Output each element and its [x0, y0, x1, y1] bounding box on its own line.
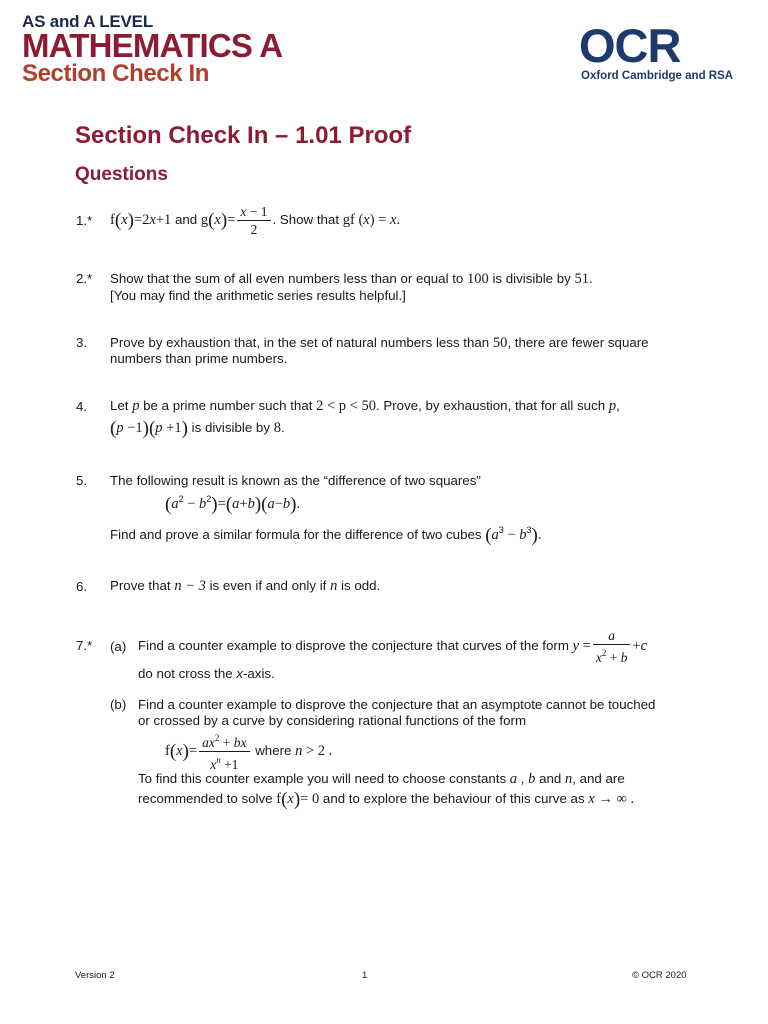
question-number: 1.* — [76, 213, 93, 228]
question-7b-text-line5: recommended to solve f(x)= 0 and to explore the behaviour of this curve as x → ∞ . — [138, 789, 635, 810]
question-4-text-line2: (p −1)(p +1) is divisible by 8. — [110, 418, 285, 439]
footer-version: Version 2 — [75, 970, 115, 981]
question-number: 4. — [76, 399, 88, 414]
question-3-text-line2: numbers than prime numbers. — [110, 351, 288, 366]
header-subject: MATHEMATICS A — [22, 27, 283, 64]
question-5-text-line2: Find and prove a similar formula for the difference of two cubes $(a^3 - b^3)$. — [110, 525, 542, 546]
footer-copyright: © OCR 2020 — [632, 970, 687, 981]
question-number: 3. — [76, 335, 88, 350]
question-7b-text: Find a counter example to disprove the conjecture that an asymptote cannot be touched — [138, 697, 656, 712]
difference-of-squares-formula: $(a^2 - b^2)=(a+b)(a-b)$. — [165, 494, 301, 515]
question-number: 5. — [76, 473, 88, 488]
ocr-logo: OCR — [579, 19, 681, 72]
ocr-logo-subtitle: Oxford Cambridge and RSA — [581, 70, 734, 82]
questions-heading: Questions — [75, 164, 168, 185]
question-7b-text-line2: or crossed by a curve by considering rational functions of the form — [138, 713, 527, 728]
part-label: (a) — [110, 639, 127, 654]
question-7a-text-line2: do not cross the x-axis. — [138, 666, 275, 681]
question-4-text: Let p be a prime number such that 2 < p < 50. Prove, by exhaustion, that for all such p, — [110, 398, 620, 414]
question-number: 7.* — [76, 638, 93, 653]
question-2-text: Show that the sum of all even numbers less than or equal to 100 is divisible by 51. — [110, 271, 593, 287]
question-number: 6. — [76, 579, 88, 594]
header-level: AS and A LEVEL — [22, 12, 154, 31]
question-6-text: Prove that n − 3 is even if and only if n is odd. — [110, 578, 381, 594]
part-label: (b) — [110, 697, 127, 712]
footer-page-number: 1 — [362, 970, 368, 981]
rational-function-formula: f(x)= $\frac{ax^2 + bx}{x^n +1}$ where n > 2 . — [165, 730, 332, 773]
question-5-text: The following result is known as the “difference of two squares” — [110, 473, 481, 488]
question-2-hint: [You may find the arithmetic series results helpful.] — [110, 288, 406, 303]
question-7a-text: Find a counter example to disprove the conjecture that curves of the form y = $\frac{a}{x^2 + b}$ +c — [138, 628, 648, 665]
header-subtitle: Section Check In — [22, 60, 209, 87]
document-title: Section Check In – 1.01 Proof — [75, 122, 412, 149]
question-7b-text-line4: To find this counter example you will need to choose constants a , b and n, and are — [138, 771, 625, 787]
question-1-text: f(x)=2x+1 and g(x)= $\frac{x - 1}{2}$ . Show that gf (x) = x. — [110, 204, 401, 237]
question-number: 2.* — [76, 271, 93, 286]
question-3-text: Prove by exhaustion that, in the set of natural numbers less than 50, there are fewer square — [110, 335, 649, 351]
